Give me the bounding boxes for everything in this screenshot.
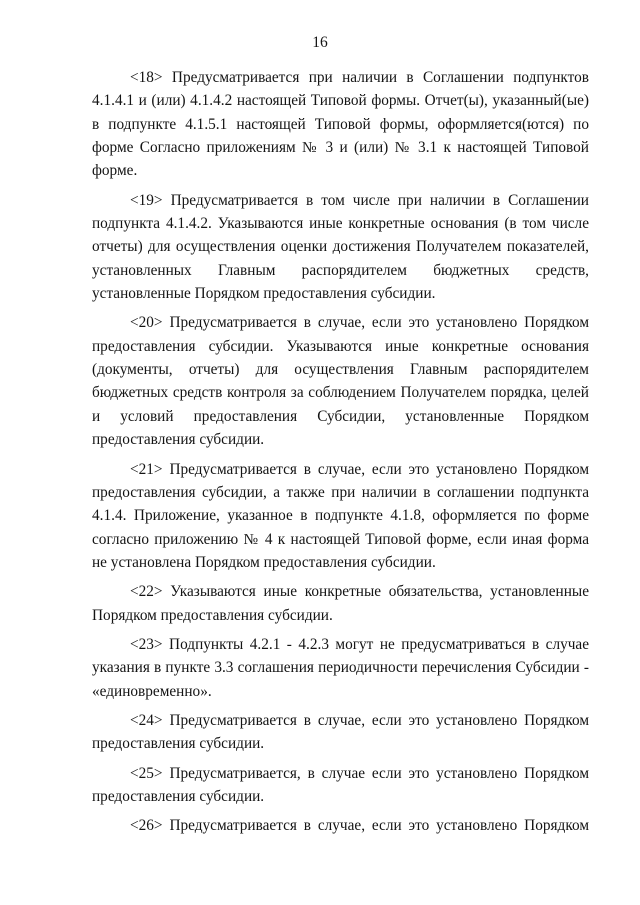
footnote-marker: <23> [130, 635, 163, 653]
footnote-text: Предусматривается в случае, если это установлено Порядком [169, 817, 590, 835]
page-number: 16 [312, 34, 328, 51]
footnote-23 [92, 633, 589, 703]
footnote-text: Предусматривается в случае, если это установлено Порядком предоставления субсидии. [92, 711, 590, 753]
footnotes-body [92, 66, 589, 844]
footnote-marker: <24> [130, 711, 163, 729]
footnote-marker: <21> [130, 460, 163, 478]
footnote-25 [92, 762, 589, 809]
footnote-text: Предусматривается в том числе при наличии в Соглашении подпункта 4.1.4.2. Указываются иные конкретные основания (в том числе отчеты) для осуществления оценки достижения Получателем показателей, установленных Главным распорядителем бюджетных средств, установленные Порядком предоставления субсидии. [92, 191, 589, 303]
footnote-20 [92, 311, 589, 451]
footnote-22 [92, 580, 589, 627]
footnote-text: Подпункты 4.2.1 - 4.2.3 могут не предусматриваться в случае указания в пункте 3.3 соглашения периодичности перечисления Субсидии - «единовременно». [92, 635, 589, 700]
footnote-text: Указываются иные конкретные обязательства, установленные Порядком предоставления субсидии. [92, 583, 589, 624]
footnote-24 [92, 709, 589, 756]
footnote-text: Предусматривается в случае, если это установлено Порядком предоставления субсидии, а также при наличии в соглашении подпункта 4.1.4. Приложение, указанное в подпункте 4.1.8, оформляется по форме согласно приложению № 4 к настоящей Типовой форме, если иная форма не установлена Порядком предоставления субсидии. [92, 460, 590, 571]
footnote-marker: <25> [130, 764, 163, 782]
footnote-marker: <26> [130, 817, 163, 835]
footnote-text: Предусматривается, в случае если это установлено Порядком предоставления субсидии. [92, 764, 590, 805]
footnote-marker: <19> [130, 191, 163, 209]
footnote-text: Предусматривается при наличии в Соглашении подпунктов 4.1.4.1 и (или) 4.1.4.2 настоящей Типовой формы. Отчет(ы), указанный(ые) в подпункте 4.1.5.1 настоящей Типовой формы, оформляется(ются) по форме Согласно приложениям № 3 и (или) № 3.1 к настоящей Типовой форме. [92, 69, 589, 180]
footnote-26 [92, 814, 589, 837]
footnote-18 [92, 66, 589, 183]
footnote-19 [92, 189, 589, 306]
footnote-21 [92, 458, 589, 575]
footnote-marker: <18> [130, 69, 163, 86]
footnote-text: Предусматривается в случае, если это установлено Порядком предоставления субсидии. Указываются иные конкретные основания (документы, отчеты) для осуществления Главным распорядителем бюджетных средств контроля за соблюдением Получателем порядка, целей и условий предоставления Субсидии, установленные Порядком предоставления субсидии. [92, 314, 590, 449]
footnote-marker: <22> [130, 583, 163, 601]
footnote-marker: <20> [130, 314, 163, 332]
